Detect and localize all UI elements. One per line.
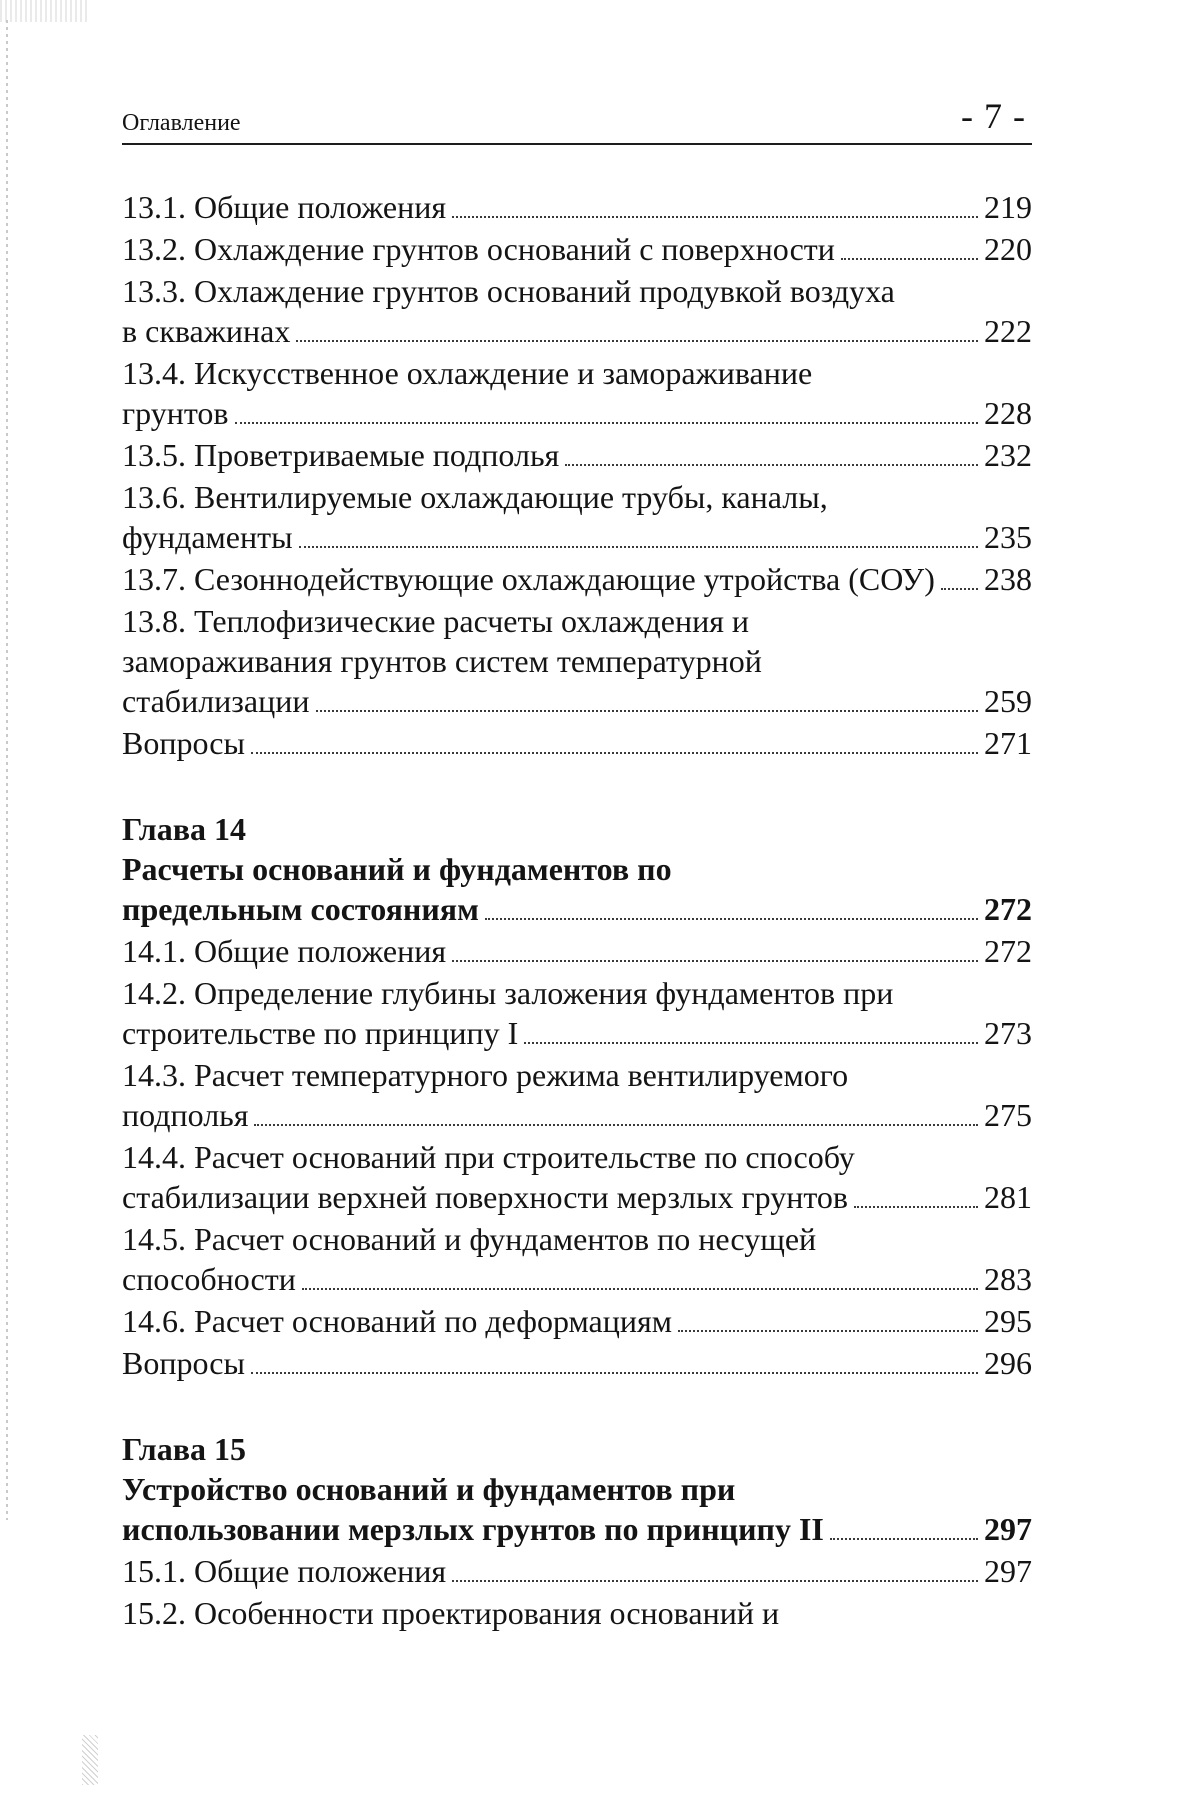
toc-leader-line [122,1301,1032,1341]
scan-artifact-bottom [82,1735,98,1785]
entry-title: предельным состояниям [122,891,479,927]
scan-artifact-left-edge [6,20,8,1520]
page-ref: 220 [984,231,1032,267]
entry-title: 13.2. Охлаждение грунтов оснований с поверхности [122,231,835,267]
section-gap [122,765,1032,809]
entry-title-line: Устройство оснований и фундаментов при [122,1471,736,1507]
toc-leader-line [122,187,1032,227]
toc-leader-line [122,1551,1032,1591]
toc-page [122,95,1032,1635]
toc-entry [122,271,1032,351]
entry-title-line: замораживания грунтов систем температурной [122,643,762,679]
page-ref: 297 [984,1553,1032,1589]
toc-leader-line [122,517,1032,557]
toc-entry [122,931,1032,971]
dot-leader [302,1288,978,1290]
toc-leader-line [122,931,1032,971]
entry-title: использовании мерзлых грунтов по принципу II [122,1511,824,1547]
entry-title: строительстве по принципу I [122,1015,519,1051]
toc-entry [122,229,1032,269]
scan-artifact-top [0,0,90,22]
page-ref: 295 [984,1303,1032,1339]
entry-title: 13.7. Сезоннодействующие охлаждающие утройства (СОУ) [122,561,935,597]
toc-leader-line [122,681,1032,721]
toc-leader-line [122,229,1032,269]
running-header [122,95,1032,145]
entry-title: стабилизации [122,683,310,719]
dot-leader [830,1538,978,1540]
toc-entry [122,1343,1032,1383]
page-ref: 232 [984,437,1032,473]
page-ref: 222 [984,313,1032,349]
toc-entry [122,601,1032,721]
entry-title: 14.6. Расчет оснований по деформациям [122,1303,672,1339]
page-ref: 272 [984,891,1032,927]
entry-title: 13.5. Проветриваемые подполья [122,437,560,473]
page-ref: 281 [984,1179,1032,1215]
dot-leader [452,960,978,962]
section-gap [122,1385,1032,1429]
entry-title-line: 14.4. Расчет оснований при строительстве по способу [122,1139,855,1175]
page-ref: 259 [984,683,1032,719]
table-of-contents [122,187,1032,1633]
page-ref: 272 [984,933,1032,969]
dot-leader [452,1580,978,1582]
entry-title: в скважинах [122,313,291,349]
dot-leader [299,546,978,548]
toc-entry [122,1219,1032,1299]
toc-entry [122,1055,1032,1135]
toc-entry [122,973,1032,1053]
dot-leader [316,710,979,712]
entry-title: стабилизации верхней поверхности мерзлых грунтов [122,1179,849,1215]
toc-entry [122,477,1032,557]
page-ref: 238 [984,561,1032,597]
page-ref: 228 [984,395,1032,431]
dot-leader [565,464,978,466]
dot-leader [841,258,978,260]
toc-leader-line [122,1095,1032,1135]
dot-leader [251,752,978,754]
toc-leader-line [122,1177,1032,1217]
page-ref: 235 [984,519,1032,555]
toc-leader-line [122,1509,1032,1549]
dot-leader [485,918,978,920]
page-ref: 297 [984,1511,1032,1547]
entry-title: Вопросы [122,725,245,761]
dot-leader [254,1124,978,1126]
toc-leader-line [122,393,1032,433]
dot-leader [854,1206,978,1208]
page-number: - 7 - [961,96,1026,136]
entry-title-line: 14.5. Расчет оснований и фундаментов по несущей [122,1221,817,1257]
entry-title-line: Расчеты оснований и фундаментов по [122,851,672,887]
toc-leader-line [122,435,1032,475]
toc-leader-line [122,559,1032,599]
entry-title-line: 15.2. Особенности проектирования оснований и [122,1595,780,1631]
toc-leader-line [122,1259,1032,1299]
running-header-title: Оглавление [122,110,241,136]
entry-title-line: 13.3. Охлаждение грунтов оснований продувкой воздуха [122,273,895,309]
toc-leader-line [122,1343,1032,1383]
entry-title: 13.1. Общие положения [122,189,447,225]
dot-leader [251,1372,978,1374]
page-ref: 275 [984,1097,1032,1133]
entry-title: способности [122,1261,296,1297]
dot-leader [452,216,978,218]
entry-title: подполья [122,1097,249,1133]
chapter-title [122,849,1032,929]
dot-leader [235,422,979,424]
dot-leader [296,340,978,342]
page-ref: 283 [984,1261,1032,1297]
entry-title: Вопросы [122,1345,245,1381]
chapter-title [122,1469,1032,1549]
chapter-label: Глава 15 [122,1431,246,1467]
chapter-label: Глава 14 [122,811,246,847]
dot-leader [678,1330,978,1332]
toc-entry [122,723,1032,763]
dot-leader [524,1042,978,1044]
toc-entry [122,1301,1032,1341]
toc-entry [122,435,1032,475]
page-ref: 296 [984,1345,1032,1381]
page-ref: 273 [984,1015,1032,1051]
toc-entry [122,1593,1032,1633]
entry-title-line: 13.4. Искусственное охлаждение и замораживание [122,355,813,391]
entry-title: 15.1. Общие положения [122,1553,447,1589]
entry-title-line: 14.3. Расчет температурного режима вентилируемого [122,1057,849,1093]
page-ref: 219 [984,189,1032,225]
entry-title-line: 13.8. Теплофизические расчеты охлаждения и [122,603,750,639]
toc-entry [122,353,1032,433]
page-ref: 271 [984,725,1032,761]
toc-entry [122,187,1032,227]
toc-leader-line [122,889,1032,929]
entry-title-line: 13.6. Вентилируемые охлаждающие трубы, каналы, [122,479,828,515]
dot-leader [941,588,978,590]
toc-leader-line [122,723,1032,763]
toc-entry [122,1137,1032,1217]
entry-title-line: 14.2. Определение глубины заложения фундаментов при [122,975,894,1011]
entry-title: грунтов [122,395,229,431]
entry-title: 14.1. Общие положения [122,933,447,969]
toc-entry [122,559,1032,599]
toc-entry [122,1551,1032,1591]
entry-title: фундаменты [122,519,293,555]
toc-leader-line [122,311,1032,351]
toc-leader-line [122,1013,1032,1053]
